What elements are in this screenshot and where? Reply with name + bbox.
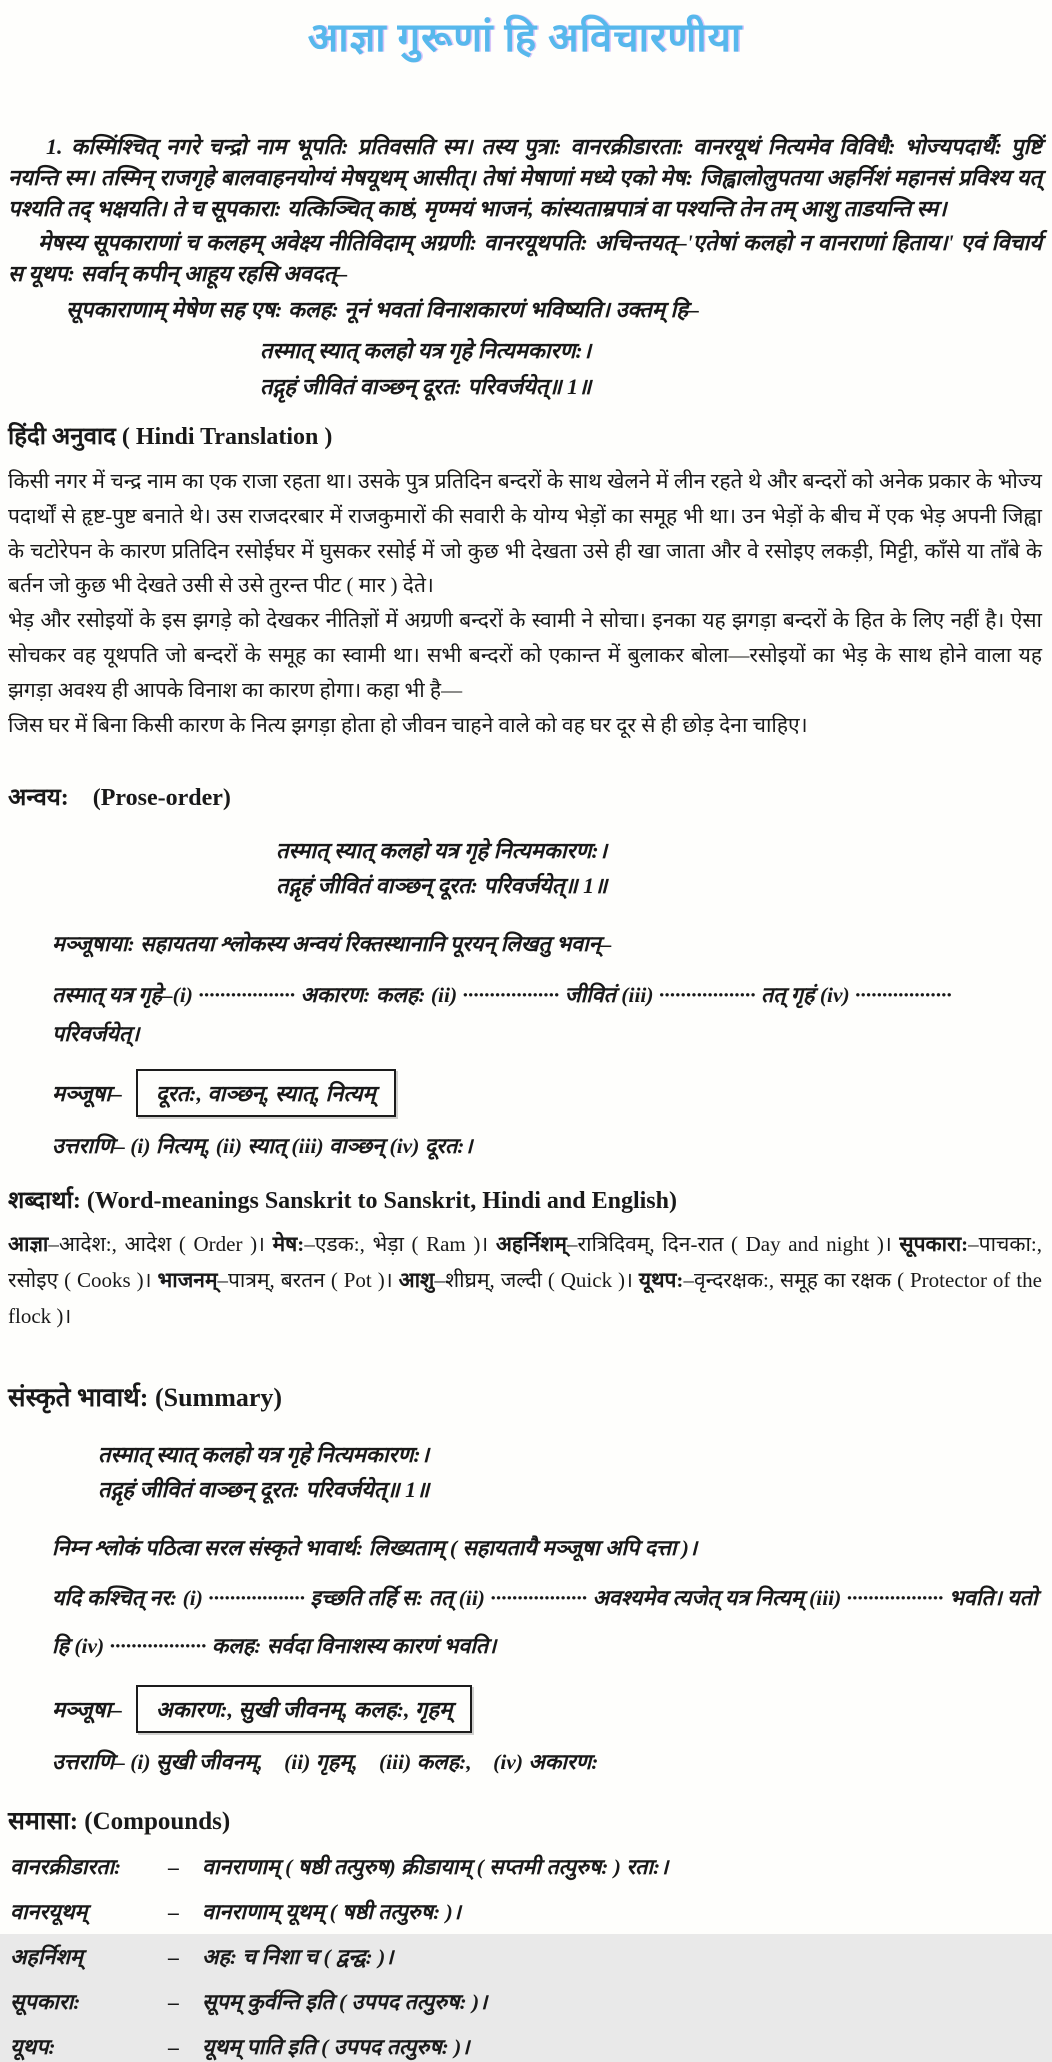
compound-row bbox=[10, 2033, 1042, 2062]
compound-dash: – bbox=[168, 2034, 179, 2059]
shloka-line-2: तद्गृहं जीवितं वाञ्छन् दूरत: परिवर्जयेत्॥ 1॥ bbox=[98, 1477, 430, 1503]
summary-instruction: निम्न श्लोकं पठित्वा सरल संस्कृते भावार्थ: लिख्यताम् ( सहायतायै मञ्जूषा अपि दत्ता )। bbox=[52, 1536, 698, 1561]
shloka-line-2: तद्गृहं जीवितं वाञ्छन् दूरत: परिवर्जयेत्॥ 1॥ bbox=[260, 373, 592, 399]
compound-term: वानरयूथम् bbox=[10, 1899, 88, 1924]
compound-dash: – bbox=[168, 1899, 179, 1924]
manjusha-box: दूरत:, वाञ्छन्, स्यात्, नित्यम् bbox=[136, 1069, 396, 1117]
compound-definition: वानराणाम् यूथम् ( षष्ठी तत्पुरुष: )। bbox=[202, 1899, 461, 1924]
compound-term: यूथप: bbox=[10, 2034, 56, 2059]
word-term: मेष: bbox=[272, 1232, 305, 1257]
shloka-line-1: तस्मात् स्यात् कलहो यत्र गृहे नित्यमकारण:। bbox=[260, 338, 592, 364]
compound-row bbox=[10, 1988, 1042, 2017]
page-title: आज्ञा गुरूणां हि अविचारणीया bbox=[307, 15, 743, 60]
anvaya-manjusha-row bbox=[52, 1069, 1042, 1117]
compound-term: सूपकारा: bbox=[10, 1989, 81, 2014]
hindi-paragraph-1: किसी नगर में चन्द्र नाम का एक राजा रहता था। उसके पुत्र प्रतिदिन बन्दरों के साथ खेलने में लीन रहते थे और बन्दरों को अनेक प्रकार के भोज्य पदार्थों से हृष्ट-पुष्ट बनाते थे। उस राजदरबार में राजकुमारों की सवारी के योग्य भेड़ों का समूह भी था। उन भेड़ों के बीच में एक भेड़ अपनी जिह्वा के चटोरेपन के कारण प्रतिदिन रसोईघर में घुसकर रसोई में जो कुछ भी देखता उसे ही खा जाता और वे रसोइए लकड़ी, मिट्टी, काँसे या ताँबे के बर्तन जो कुछ भी देखते उसी से उसे तुरन्त पीट ( मार ) देते। bbox=[8, 468, 1042, 598]
compounds-heading: समासा: (Compounds) bbox=[8, 1807, 231, 1835]
sanskrit-paragraph-3: सूपकाराणाम् मेषेण सह एष: कलह: नूनं भवतां विनाशकारणं भविष्यति। उक्तम् हि– bbox=[66, 297, 699, 323]
shloka-line-1: तस्मात् स्यात् कलहो यत्र गृहे नित्यमकारण:। bbox=[276, 837, 608, 863]
answers-label: उत्तराणि– bbox=[52, 1749, 125, 1774]
word-term: भाजनम् bbox=[157, 1268, 218, 1293]
word-meanings-heading: शब्दार्था: (Word-meanings Sanskrit to Sanskrit, Hindi and English) bbox=[8, 1188, 677, 1215]
sanskrit-shloka bbox=[260, 333, 1042, 403]
compound-definition: वानराणाम् ( षष्ठी तत्पुरुष) क्रीडायाम् ( सप्तमी तत्पुरुष: ) रता:। bbox=[202, 1854, 669, 1879]
compound-row bbox=[10, 1853, 1042, 1882]
sanskrit-paragraph-1: 1. कस्मिंश्चित् नगरे चन्द्रो नाम भूपति: प्रतिवसति स्म। तस्य पुत्रा: वानरक्रीडारता: वानरयूथं नित्यमेव विविधै: भोज्यपदार्थै: पुष्टिं नयन्ति स्म। तस्मिन् राजगृहे बालवाहनयोग्यं मेषयूथम् आसीत्। तेषां मेषाणां मध्ये एको मेष: जिह्वालोलुपतया अहर्निशं महानसं प्रविश्य यत् पश्यति तद् भक्षयति। ते च सूपकारा: यत्किञ्चित् काष्ठं, मृण्मयं भाजनं, कांस्यताम्रपात्रं वा पश्यन्ति तेन तम् आशु ताडयन्ति स्म। bbox=[8, 134, 1042, 222]
compound-dash: – bbox=[168, 1854, 179, 1879]
compound-term: अहर्निशम् bbox=[10, 1944, 83, 1969]
word-term: अहर्निशम् bbox=[495, 1232, 567, 1257]
anvaya-shloka bbox=[276, 833, 1042, 903]
word-term: सूपकारा: bbox=[899, 1232, 969, 1257]
word-meanings-text: आज्ञा–आदेश:, आदेश ( Order )। मेष:–एडक:, भेड़ा ( Ram )। अहर्निशम्–रात्रिदिवम्, दिन-रात ( Day and night )। सूपकारा:–पाचका:, रसोइए ( Cooks )। भाजनम्–पात्रम्, बरतन ( Pot )। आशु–शीघ्रम्, जल्दी ( Quick )। यूथप:–वृन्दरक्षक:, समूह का रक्षक ( Protector of the flock )। bbox=[8, 1232, 1042, 1329]
compound-term: वानरक्रीडारता: bbox=[10, 1854, 122, 1879]
compound-dash: – bbox=[168, 1944, 179, 1969]
answers-label: उत्तराणि– bbox=[52, 1134, 125, 1159]
compound-definition: यूथम् पाति इति ( उपपद तत्पुरुष: )। bbox=[202, 2034, 470, 2059]
manjusha-box: अकारण:, सुखी जीवनम्, कलह:, गृहम् bbox=[136, 1685, 472, 1733]
compounds-list bbox=[10, 1853, 1042, 2062]
summary-shloka bbox=[98, 1437, 1042, 1507]
summary-answers bbox=[52, 1747, 1042, 1776]
word-term: आज्ञा bbox=[8, 1232, 49, 1257]
summary-heading: संस्कृते भावार्थ: (Summary) bbox=[8, 1383, 283, 1413]
word-term: आशु bbox=[398, 1268, 435, 1293]
anvaya-answers bbox=[52, 1131, 1042, 1160]
summary-manjusha-row bbox=[52, 1685, 1042, 1733]
compound-definition: अह: च निशा च ( द्वन्द्व: )। bbox=[202, 1944, 394, 1969]
sanskrit-paragraph-2: मेषस्य सूपकाराणां च कलहम् अवेक्ष्य नीतिविदाम् अग्रणी: वानरयूथपति: अचिन्तयत्–'एतेषां कलहो न वानराणां हिताय।' एवं विचार्य स यूथप: सर्वान् कपीन् आहूय रहसि अवदत्– bbox=[8, 229, 1042, 286]
compound-row bbox=[10, 1898, 1042, 1927]
shloka-line-2: तद्गृहं जीवितं वाञ्छन् दूरत: परिवर्जयेत्॥ 1॥ bbox=[276, 872, 608, 898]
shloka-line-1: तस्मात् स्यात् कलहो यत्र गृहे नित्यमकारण:। bbox=[98, 1441, 430, 1467]
compound-definition: सूपम् कुर्वन्ति इति ( उपपद तत्पुरुष: )। bbox=[202, 1989, 488, 2014]
answers-text: (i) सुखी जीवनम्, (ii) गृहम्, (iii) कलह:, (iv) अकारण: bbox=[130, 1749, 599, 1774]
compound-dash: – bbox=[168, 1989, 179, 2014]
answers-text: (i) नित्यम्, (ii) स्यात् (iii) वाञ्छन् (iv) दूरत:। bbox=[130, 1134, 473, 1159]
prose-order-heading: अन्वय: (Prose-order) bbox=[8, 784, 231, 811]
manjusha-label: मञ्जूषा– bbox=[52, 1696, 122, 1722]
hindi-translation-heading: हिंदी अनुवाद ( Hindi Translation ) bbox=[8, 423, 333, 450]
manjusha-label: मञ्जूषा– bbox=[52, 1081, 122, 1107]
compound-row bbox=[10, 1943, 1042, 1972]
word-term: यूथप: bbox=[638, 1268, 684, 1293]
hindi-paragraph-2: भेड़ और रसोइयों के इस झगड़े को देखकर नीतिज्ञों में अग्रणी बन्दरों के स्वामी ने सोचा। इनका यह झगड़ा बन्दरों के हित के लिए नहीं है। ऐसा सोचकर वह यूथपति जो बन्दरों के समूह का स्वामी था। सभी बन्दरों को एकान्त में बुलाकर बोला—रसोइयों का भेड़ के साथ होने वाला यह झगड़ा अवश्य ही आपके विनाश का कारण होगा। कहा भी है— bbox=[8, 608, 1042, 702]
anvaya-instruction: मञ्जूषाया: सहायतया श्लोकस्य अन्वयं रिक्तस्थानानि पूरयन् लिखतु भवान्– bbox=[52, 932, 612, 957]
summary-fill-blanks: यदि कश्चित् नर: (i) ·················· इच्छति तर्हि स: तत् (ii) ·················· अवश्यमेव त्यजेत् यत्र नित्यम् (iii) ·················· भवति। यतो हि (iv) ·················· कलह: सर्वदा विनाशस्य कारणं भवति। bbox=[52, 1585, 1038, 1659]
anvaya-fill-blanks: तस्मात् यत्र गृहे–(i) ·················· अकारण: कलह: (ii) ·················· जीवितं (iii) ·················· तत् गृहं (iv) ·················· परिवर्जयेत्। bbox=[52, 982, 952, 1047]
hindi-paragraph-3: जिस घर में बिना किसी कारण के नित्य झगड़ा होता हो जीवन चाहने वाले को वह घर दूर से ही छोड़ देना चाहिए। bbox=[8, 712, 808, 737]
